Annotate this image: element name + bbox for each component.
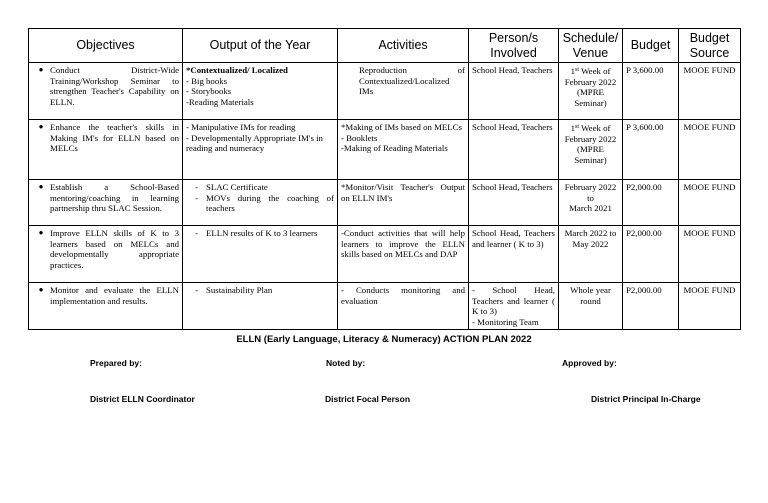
persons-cell: - School Head, Teachers and learner ( K to 3) - Monitoring Team [469, 283, 559, 330]
activities-cell: Reproduction of Contextualized/Localized IMs [338, 63, 469, 120]
activities-cell: *Monitor/Visit Teacher's Output on ELLN IM's [338, 180, 469, 226]
activities-cell: - Conducts monitoring and evaluation [338, 283, 469, 330]
bullet-icon: ● [38, 228, 44, 237]
header-budget: Budget [623, 29, 679, 63]
budget-source-cell: MOOE FUND [679, 283, 741, 330]
table-row [29, 120, 741, 180]
header-activities: Activities [338, 29, 469, 63]
header-row [29, 29, 741, 63]
objective-cell: ● Enhance the teacher's skills in Making IM's for ELLN based on MELCs [29, 120, 183, 180]
output-cell: - Sustainability Plan [183, 283, 338, 330]
objective-cell: ● Improve ELLN skills of K to 3 learners based on MELCs and developmentally appropriate practices. [29, 226, 183, 283]
schedule-cell: February 2022 to March 2021 [559, 180, 623, 226]
objective-cell: ● Conduct District-Wide Training/Workshop Seminar to strengthen Teacher's Capability on ELLN. [29, 63, 183, 120]
schedule-cell: March 2022 to May 2022 [559, 226, 623, 283]
bullet-icon: ● [38, 122, 44, 131]
table-row [29, 283, 741, 330]
noted-by-role: District Focal Person [325, 394, 411, 404]
schedule-cell: Whole year round [559, 283, 623, 330]
table-row [29, 180, 741, 226]
budget-source-cell: MOOE FUND [679, 226, 741, 283]
table-row [29, 63, 741, 120]
schedule-cell: 1st Week of February 2022 (MPRE Seminar) [559, 63, 623, 120]
approved-by-label: Approved by: [562, 358, 617, 368]
output-cell: - SLAC Certificate - MOVs during the coaching of teachers [183, 180, 338, 226]
activities-cell: -Conduct activities that will help learners to improve the ELLN skills based on MELCs and DAP [338, 226, 469, 283]
budget-cell: P 3,600.00 [623, 120, 679, 180]
bullet-icon: ● [38, 182, 44, 191]
persons-cell: School Head, Teachers [469, 180, 559, 226]
objective-cell: ● Establish a School-Based mentoring/coaching in learning partnership thru SLAC Session. [29, 180, 183, 226]
header-budget-source: Budget Source [679, 29, 741, 63]
budget-cell: P2,000.00 [623, 283, 679, 330]
header-objectives: Objectives [29, 29, 183, 63]
output-cell: - ELLN results of K to 3 learners [183, 226, 338, 283]
budget-source-cell: MOOE FUND [679, 180, 741, 226]
approved-by-role: District Principal In-Charge [591, 394, 701, 404]
output-cell: *Contextualized/ Localized - Big books - Storybooks -Reading Materials [183, 63, 338, 120]
header-schedule: Schedule/ Venue [559, 29, 623, 63]
bullet-icon: ● [38, 285, 44, 294]
document-title: ELLN (Early Language, Literacy & Numeracy) ACTION PLAN 2022 [236, 334, 532, 345]
schedule-cell: 1st Week of February 2022 (MPRE Seminar) [559, 120, 623, 180]
header-persons: Person/s Involved [469, 29, 559, 63]
persons-cell: School Head, Teachers [469, 63, 559, 120]
prepared-by-label: Prepared by: [90, 358, 142, 368]
objective-cell: ● Monitor and evaluate the ELLN implementation and results. [29, 283, 183, 330]
activities-cell: *Making of IMs based on MELCs - Booklets -Making of Reading Materials [338, 120, 469, 180]
output-cell: - Manipulative IMs for reading - Developmentally Appropriate IM's in reading and numeracy [183, 120, 338, 180]
prepared-by-role: District ELLN Coordinator [90, 394, 195, 404]
budget-cell: P 3,600.00 [623, 63, 679, 120]
budget-source-cell: MOOE FUND [679, 63, 741, 120]
noted-by-label: Noted by: [326, 358, 366, 368]
budget-cell: P2,000.00 [623, 226, 679, 283]
persons-cell: School Head, Teachers [469, 120, 559, 180]
table-row [29, 226, 741, 283]
persons-cell: School Head, Teachers and learner ( K to 3) [469, 226, 559, 283]
bullet-icon: ● [38, 65, 44, 74]
action-plan-table [28, 28, 741, 330]
budget-source-cell: MOOE FUND [679, 120, 741, 180]
header-output: Output of the Year [183, 29, 338, 63]
budget-cell: P2,000.00 [623, 180, 679, 226]
